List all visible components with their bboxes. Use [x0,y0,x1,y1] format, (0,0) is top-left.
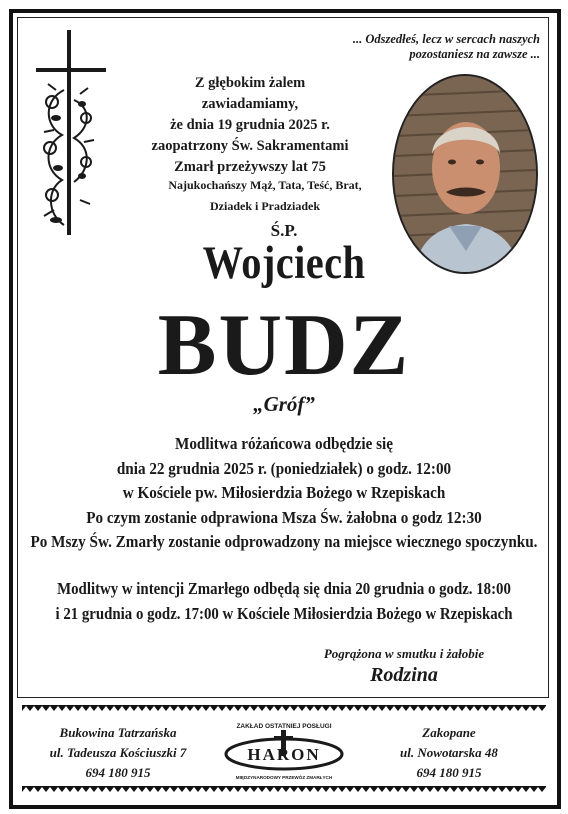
mourning-text: Pogrążona w smutku i żałobie [323,646,485,661]
left-street: ul. Tadeusza Kościuszki 7 [49,745,187,760]
left-phone: 694 180 915 [85,765,151,780]
memorial-quote [300,32,540,62]
ceremony-line: Modlitwa różańcowa odbędzie się [175,434,393,453]
right-street: ul. Nowotarska 48 [400,745,498,760]
ceremony-line: Po czym zostanie odprawiona Msza Św. żałobna o godz 12:30 [86,507,482,527]
quote-line-1: ... Odszedłeś, lecz w sercach naszych [352,32,540,46]
announcement-line-1: Z głębokim żalem zawiadamiamy, [194,75,306,112]
announcement-line-3: zaopatrzony Św. Sakramentami [151,138,349,154]
left-town: Bukowina Tatrzańska [59,725,177,740]
right-town: Zakopane [422,725,476,740]
logo-top-text: ZAKŁAD OSTATNIEJ POSŁUGI [236,723,332,730]
announcement [150,73,350,178]
footer-address-right [354,723,544,783]
prayer-line: i 21 grudnia o godz. 17:00 w Kościele Miłosierdzia Bożego w Rzepiskach [55,604,513,623]
signature: Rodzina [370,664,438,686]
name-prefix: Ś.P. [270,221,298,240]
announcement-line-2: że dnia 19 grudnia 2025 r. [170,117,330,133]
ceremony-line: Po Mszy Św. Zmarły zostanie odprowadzony na miejsce wiecznego spoczynku. [30,532,538,551]
prayer-line: Modlitwy w intencji Zmarłego odbędą się dnia 20 grudnia o godz. 18:00 [57,579,511,598]
family-roles [150,175,380,217]
prayer-info [0,576,568,626]
nickname: „Gróf” [253,392,315,416]
family-roles-line-1: Najukochańszy Mąż, Tata, Teść, Brat, [168,178,362,192]
ceremony-info [0,432,568,555]
footer-address-left [23,723,213,783]
family-roles-line-2: Dziadek i Pradziadek [210,199,320,213]
haron-logo [218,718,350,782]
quote-line-2: pozostaniesz na zawsze ... [409,47,540,61]
ceremony-line: dnia 22 grudnia 2025 r. (poniedziałek) o godz. 12:00 [116,458,452,478]
logo-name: HARON [247,745,321,764]
last-name: BUDZ [157,297,411,394]
ceremony-line: w Kościele pw. Miłosierdzia Bożego w Rzepiskach [122,483,446,502]
footer-border-top [22,705,546,711]
right-phone: 694 180 915 [416,765,482,780]
logo-bottom-text: MIĘDZYNARODOWY PRZEWÓZ ZMARŁYCH [235,775,333,780]
first-name: Wojciech [202,237,366,289]
cross-icon [34,30,114,235]
announcement-line-4: Zmarł przeżywszy lat 75 [174,159,326,175]
footer-border-bottom [22,786,546,792]
